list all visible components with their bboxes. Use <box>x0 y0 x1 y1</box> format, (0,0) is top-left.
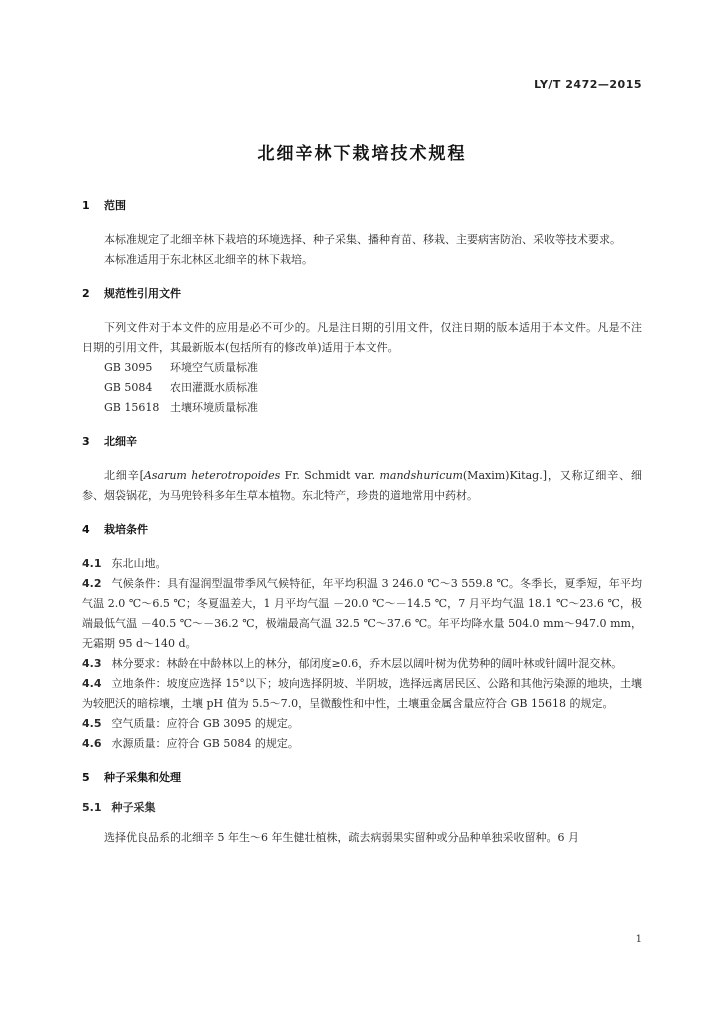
section-3-paragraph-1: 北细辛[Asarum heterotropoides Fr. Schmidt var. mandshuricum(Maxim)Kitag.]，又称辽细辛、细参、烟袋锅花，为马兜铃科多年生草本植物。东北特产，珍贵的道地常用中药材。 <box>82 469 642 502</box>
section-heading-3: 3 北细辛 <box>82 435 137 448</box>
subsection-heading-5-1: 5.1 种子采集 <box>82 801 156 814</box>
document-title: 北细辛林下栽培技术规程 <box>257 144 467 164</box>
section-heading-4: 4 栽培条件 <box>82 523 148 536</box>
section-2-paragraph-1: 下列文件对于本文件的应用是必不可少的。凡是注日期的引用文件，仅注日期的版本适用于本文件。凡是不注日期的引用文件，其最新版本(包括所有的修改单)适用于本文件。 <box>82 321 642 354</box>
clause-4-3: 4.3 林分要求：林龄在中龄林以上的林分，郁闭度≥0.6，乔木层以阔叶树为优势种的阔叶林或针阔叶混交林。 <box>82 657 623 670</box>
section-heading-1: 1 范围 <box>82 199 126 212</box>
section-5-1-paragraph-1: 选择优良品系的北细辛 5 年生～6 年生健壮植株，疏去病弱果实留种或分品种单独采收留种。6 月 <box>104 831 579 844</box>
section-1-paragraph-1: 本标准规定了北细辛林下栽培的环境选择、种子采集、播种育苗、移栽、主要病害防治、采收等技术要求。 <box>104 233 621 246</box>
document-body <box>82 196 642 848</box>
standard-code: LY/T 2472—2015 <box>534 78 642 91</box>
reference-item: GB 15618 土壤环境质量标准 <box>104 401 258 414</box>
clause-4-6: 4.6 水源质量：应符合 GB 5084 的规定。 <box>82 737 299 750</box>
section-heading-2: 2 规范性引用文件 <box>82 287 181 300</box>
section-heading-5: 5 种子采集和处理 <box>82 771 181 784</box>
clause-4-4: 4.4 立地条件：坡度应选择 15°以下；坡向选择阴坡、半阴坡，选择远离居民区、公路和其他污染源的地块，土壤为较肥沃的暗棕壤，土壤 pH 值为 5.5～7.0，呈微酸性和中性，土壤重金属含量应符合 GB 15618 的规定。 <box>82 677 642 710</box>
reference-item: GB 3095 环境空气质量标准 <box>104 361 258 374</box>
section-1-paragraph-2: 本标准适用于东北林区北细辛的林下栽培。 <box>104 253 313 266</box>
clause-4-1: 4.1 东北山地。 <box>82 557 167 570</box>
page-number: 1 <box>635 934 642 945</box>
reference-item: GB 5084 农田灌溉水质标准 <box>104 381 258 394</box>
clause-4-2: 4.2 气候条件：具有湿润型温带季风气候特征，年平均积温 3 246.0 ℃～3 559.8 ℃。冬季长，夏季短，年平均气温 2.0 ℃～6.5 ℃；冬夏温差大，1 月平均气温 －20.0 ℃～－14.5 ℃，7 月平均气温 18.1 ℃～23.6 ℃，极端最低气温 －40.5 ℃～－36.2 ℃，极端最高气温 32.5 ℃～37.6 ℃。年平均降水量 504.0 mm～947.0 mm，无霜期 95 d～140 d。 <box>82 577 642 650</box>
clause-4-5: 4.5 空气质量：应符合 GB 3095 的规定。 <box>82 717 299 730</box>
